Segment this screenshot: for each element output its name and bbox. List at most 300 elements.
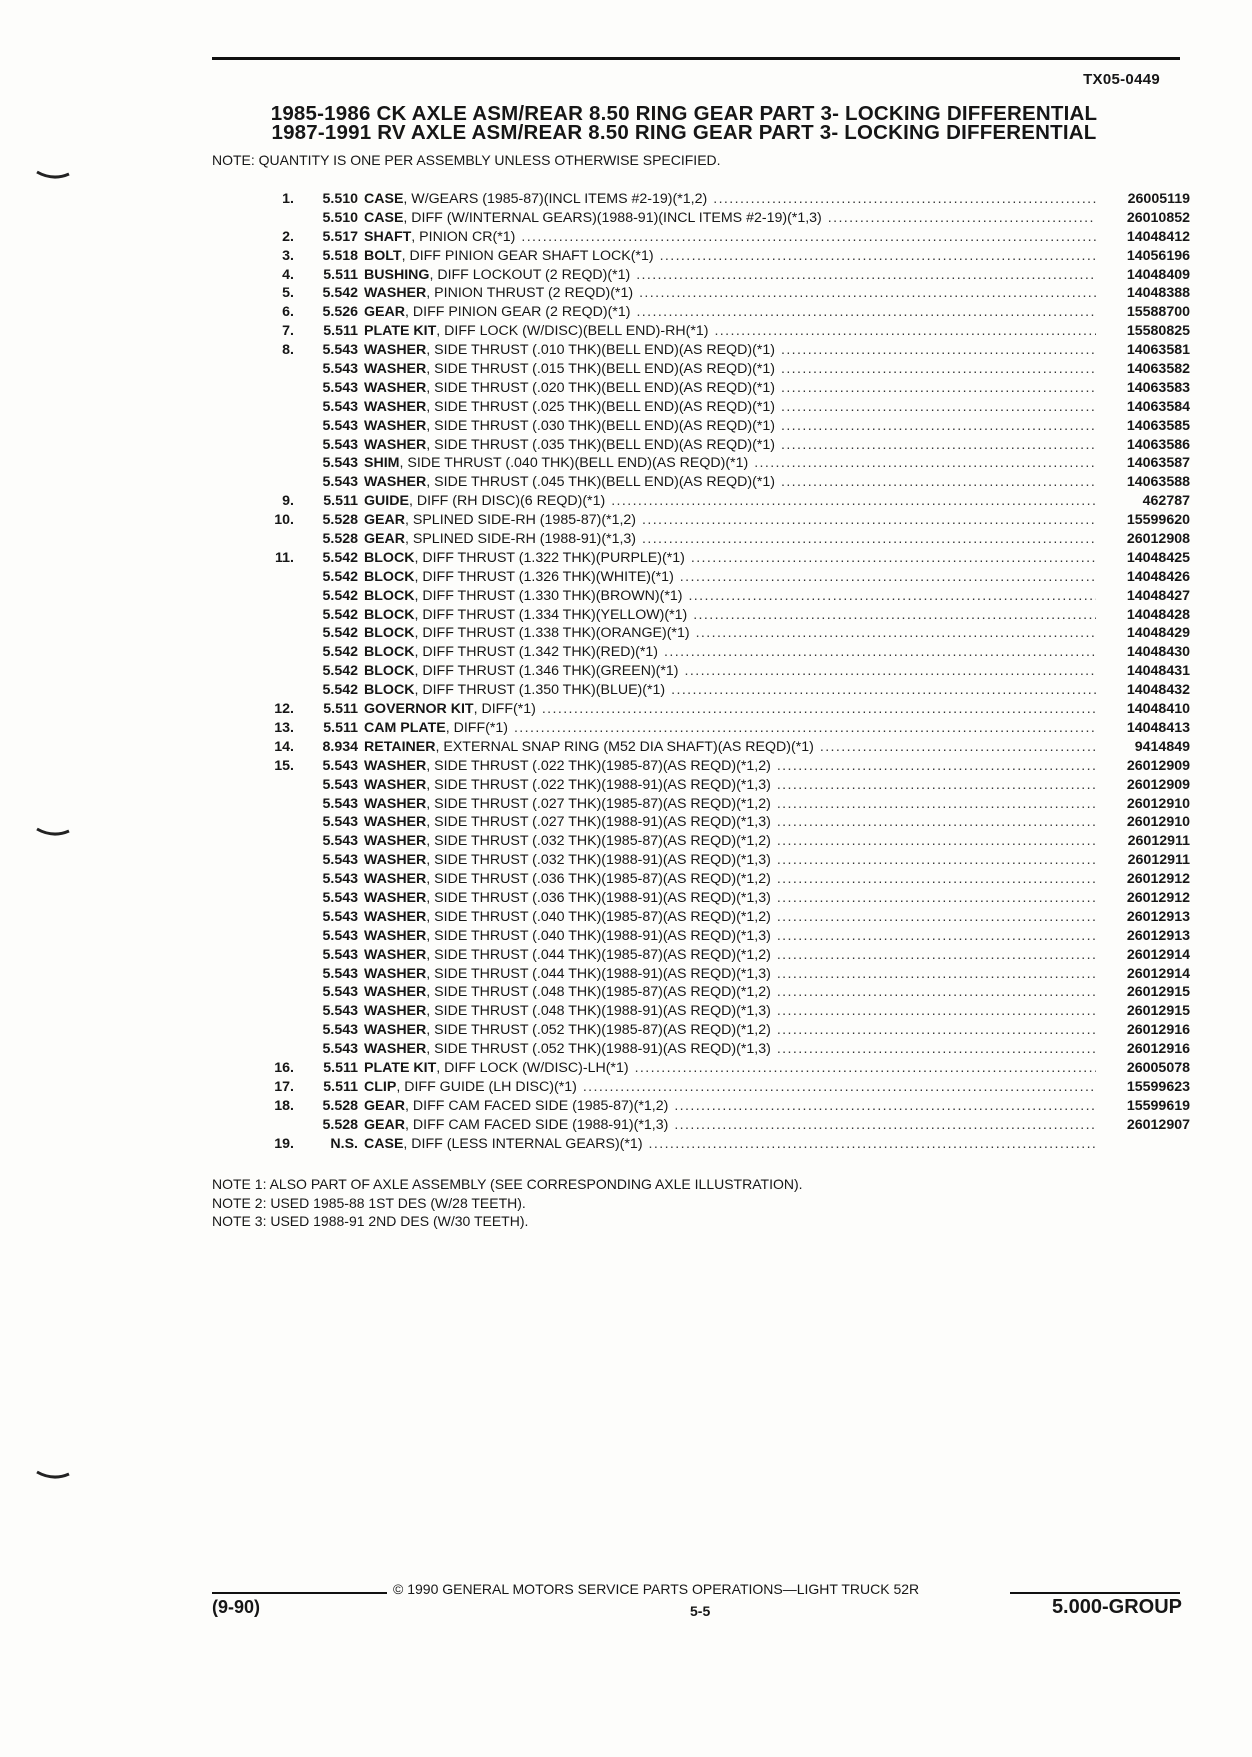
part-description [364, 890, 1106, 906]
part-name: WASHER [364, 474, 427, 491]
part-row [262, 625, 1190, 644]
item-number: 9. [282, 493, 294, 510]
part-description [364, 550, 1106, 566]
part-description [364, 814, 1106, 830]
item-number: 14. [274, 738, 294, 755]
part-name: WASHER [364, 417, 427, 434]
part-description [364, 777, 1106, 793]
catalog-number: 5.543 [322, 1003, 358, 1020]
part-detail: , PINION CR(*1) [411, 228, 516, 245]
document-id: TX05-0449 [1083, 71, 1160, 88]
catalog-number: 5.511 [323, 1059, 358, 1076]
part-description [364, 852, 1106, 868]
part-name: BLOCK [364, 568, 415, 585]
part-row [262, 1098, 1190, 1117]
part-detail: , SIDE THRUST (.044 THK)(1988-91)(AS REQD)(*1,3) [426, 965, 771, 982]
part-detail: , SIDE THRUST (.040 THK)(BELL END)(AS REQD)(*1) [399, 455, 749, 472]
dot-leader [775, 361, 1096, 377]
part-name: WASHER [364, 1041, 427, 1058]
dot-leader [685, 550, 1096, 566]
part-row [262, 588, 1190, 607]
item-number: 17. [274, 1078, 294, 1095]
part-number: 26012916 [1126, 1022, 1190, 1039]
dot-leader [708, 323, 1096, 339]
part-name: WASHER [364, 1022, 427, 1039]
part-detail: , SIDE THRUST (.027 THK)(1988-91)(AS REQD)(*1,3) [426, 814, 771, 831]
catalog-number: 5.542 [322, 549, 358, 566]
catalog-number: 5.543 [322, 889, 358, 906]
dot-leader [658, 644, 1096, 660]
part-description [364, 493, 1106, 509]
part-row [262, 701, 1190, 720]
part-detail: , SIDE THRUST (.027 THK)(1985-87)(AS REQD)(*1,2) [426, 795, 771, 812]
part-name: BLOCK [364, 549, 415, 566]
part-description [364, 248, 1106, 264]
part-name: CASE [364, 1135, 404, 1152]
part-detail: , SIDE THRUST (.025 THK)(BELL END)(AS REQD)(*1) [426, 398, 775, 415]
part-row [262, 248, 1190, 267]
part-name: WASHER [364, 285, 427, 302]
part-description [364, 342, 1106, 358]
part-detail: , SIDE THRUST (.030 THK)(BELL END)(AS REQD)(*1) [426, 417, 775, 434]
part-number: 15599619 [1126, 1097, 1190, 1114]
dot-leader [643, 1136, 1096, 1152]
part-row [262, 796, 1190, 815]
part-row [262, 1136, 1190, 1155]
item-number: 19. [274, 1135, 294, 1152]
part-number: 14048428 [1126, 606, 1190, 623]
part-description [364, 399, 1106, 415]
part-description [364, 1079, 1106, 1095]
catalog-number: 5.543 [322, 946, 358, 963]
dot-leader [636, 531, 1096, 547]
part-description [364, 663, 1106, 679]
part-detail: , SIDE THRUST (.015 THK)(BELL END)(AS REQD)(*1) [426, 361, 775, 378]
catalog-number: 5.543 [322, 984, 358, 1001]
catalog-number: 5.542 [322, 568, 358, 585]
dot-leader [771, 947, 1096, 963]
title-line-2: 1987-1991 RV AXLE ASM/REAR 8.50 RING GEAR PART 3- LOCKING DIFFERENTIAL [271, 121, 1097, 144]
part-description [364, 267, 1106, 283]
part-name: WASHER [364, 436, 427, 453]
part-name: GEAR [364, 512, 405, 529]
part-number: 26012910 [1126, 795, 1190, 812]
part-row [262, 928, 1190, 947]
part-row [262, 1060, 1190, 1079]
part-row [262, 777, 1190, 796]
catalog-number: 5.543 [322, 814, 358, 831]
footer-copyright: © 1990 GENERAL MOTORS SERVICE PARTS OPERATIONS—LIGHT TRUCK 52R [393, 1581, 920, 1597]
part-detail: , DIFF THRUST (1.338 THK)(ORANGE)(*1) [414, 625, 690, 642]
part-detail: , DIFF(*1) [445, 719, 508, 736]
part-name: SHAFT [364, 228, 412, 245]
dot-leader [682, 588, 1096, 604]
part-description [364, 758, 1106, 774]
item-number: 1. [282, 191, 294, 207]
item-number: 5. [282, 285, 294, 302]
part-number: 14056196 [1126, 247, 1190, 264]
catalog-number: 5.543 [322, 455, 358, 472]
part-description [364, 607, 1106, 623]
part-detail: , DIFF CAM FACED SIDE (1985-87)(*1,2) [405, 1097, 669, 1114]
binder-hole-mark [35, 825, 71, 839]
part-number: 26012911 [1127, 833, 1190, 850]
part-row [262, 512, 1190, 531]
part-name: CASE [364, 209, 404, 226]
catalog-number: 5.510 [322, 191, 358, 207]
part-row [262, 644, 1190, 663]
part-description [364, 984, 1106, 1000]
part-description [364, 191, 1106, 207]
part-detail: , SPLINED SIDE-RH (1988-91)(*1,3) [405, 531, 637, 548]
dot-leader [775, 399, 1096, 415]
part-detail: , SIDE THRUST (.044 THK)(1985-87)(AS REQD)(*1,2) [426, 946, 771, 963]
part-row [262, 342, 1190, 361]
binder-hole-mark [35, 168, 71, 182]
dot-leader [771, 890, 1096, 906]
part-name: WASHER [364, 814, 427, 831]
catalog-number: 5.517 [322, 228, 358, 245]
dot-leader [630, 304, 1096, 320]
part-number: 14048432 [1126, 682, 1190, 699]
catalog-number: 5.543 [322, 474, 358, 491]
catalog-number: 5.511 [323, 1078, 358, 1095]
part-number: 14063581 [1126, 342, 1190, 359]
part-name: GEAR [364, 1116, 405, 1133]
dot-leader [771, 1022, 1096, 1038]
part-name: WASHER [364, 776, 427, 793]
part-description [364, 720, 1106, 736]
part-number: 14048388 [1126, 285, 1190, 302]
part-number: 14063584 [1126, 398, 1190, 415]
part-description [364, 229, 1106, 245]
catalog-number: 8.934 [322, 738, 358, 755]
catalog-number: 5.543 [322, 871, 358, 888]
catalog-number: 5.511 [323, 493, 358, 510]
part-number: 14048427 [1126, 587, 1190, 604]
part-name: GEAR [364, 304, 405, 321]
part-description [364, 796, 1106, 812]
catalog-number: 5.543 [322, 852, 358, 869]
part-detail: , SIDE THRUST (.022 THK)(1985-87)(AS REQD)(*1,2) [426, 757, 771, 774]
dot-leader [577, 1079, 1096, 1095]
part-description [364, 418, 1106, 434]
part-row [262, 399, 1190, 418]
part-number: 14048409 [1126, 266, 1190, 283]
dot-leader [690, 625, 1096, 641]
part-number: 14063586 [1126, 436, 1190, 453]
part-number: 14063583 [1126, 379, 1190, 396]
catalog-number: 5.543 [322, 757, 358, 774]
part-row [262, 852, 1190, 871]
part-name: BLOCK [364, 663, 415, 680]
catalog-number: 5.511 [323, 719, 358, 736]
catalog-number: 5.518 [322, 247, 358, 264]
part-row [262, 229, 1190, 248]
part-number: 26012912 [1126, 871, 1190, 888]
part-row [262, 1003, 1190, 1022]
dot-leader [665, 682, 1096, 698]
dot-leader [707, 191, 1096, 207]
dot-leader [771, 1003, 1096, 1019]
part-number: 14048426 [1126, 568, 1190, 585]
part-number: 26012915 [1126, 984, 1190, 1001]
part-number: 26012913 [1126, 908, 1190, 925]
part-detail: , DIFF(*1) [473, 701, 536, 718]
part-description [364, 966, 1106, 982]
catalog-number: 5.542 [322, 682, 358, 699]
part-name: WASHER [364, 342, 427, 359]
parts-list [262, 191, 1190, 1154]
part-number: 15588700 [1126, 304, 1190, 321]
part-description [364, 285, 1106, 301]
item-number: 15. [274, 757, 294, 774]
part-detail: , SIDE THRUST (.040 THK)(1985-87)(AS REQD)(*1,2) [426, 908, 771, 925]
catalog-number: 5.543 [322, 927, 358, 944]
catalog-number: 5.526 [322, 304, 358, 321]
part-number: 26012909 [1126, 776, 1190, 793]
dot-leader [536, 701, 1096, 717]
part-name: WASHER [364, 379, 427, 396]
quantity-note: NOTE: QUANTITY IS ONE PER ASSEMBLY UNLESS OTHERWISE SPECIFIED. [212, 152, 721, 168]
part-row [262, 720, 1190, 739]
part-row [262, 739, 1190, 758]
part-description [364, 474, 1106, 490]
dot-leader [771, 984, 1096, 1000]
item-number: 16. [274, 1059, 294, 1076]
part-name: BLOCK [364, 644, 415, 661]
part-row [262, 267, 1190, 286]
title-line-1: 1985-1986 CK AXLE ASM/REAR 8.50 RING GEAR PART 3- LOCKING DIFFERENTIAL [270, 102, 1098, 125]
item-number: 12. [274, 701, 294, 718]
dot-leader [775, 418, 1096, 434]
item-number: 6. [282, 304, 294, 321]
part-row [262, 361, 1190, 380]
part-row [262, 210, 1190, 229]
title-block [212, 104, 1156, 142]
part-detail: , SIDE THRUST (.048 THK)(1988-91)(AS REQD)(*1,3) [426, 1003, 771, 1020]
part-name: CAM PLATE [364, 719, 446, 736]
part-name: PLATE KIT [364, 1059, 437, 1076]
part-name: BLOCK [364, 625, 415, 642]
part-number: 14063588 [1126, 474, 1190, 491]
part-row [262, 285, 1190, 304]
part-row [262, 569, 1190, 588]
item-number: 8. [282, 342, 294, 359]
item-number: 7. [282, 323, 294, 340]
part-name: WASHER [364, 984, 427, 1001]
footer-rule-left [212, 1592, 387, 1594]
catalog-number: 5.528 [322, 1116, 358, 1133]
part-detail: , DIFF THRUST (1.322 THK)(PURPLE)(*1) [414, 549, 685, 566]
part-name: GEAR [364, 1097, 405, 1114]
part-number: 26012914 [1126, 946, 1190, 963]
part-number: 14048425 [1126, 549, 1190, 566]
part-detail: , SIDE THRUST (.020 THK)(BELL END)(AS REQD)(*1) [426, 379, 775, 396]
part-row [262, 531, 1190, 550]
catalog-number: 5.543 [322, 776, 358, 793]
part-number: 26012910 [1126, 814, 1190, 831]
top-rule [212, 57, 1180, 60]
part-detail: , EXTERNAL SNAP RING (M52 DIA SHAFT)(AS REQD)(*1) [435, 738, 814, 755]
part-description [364, 909, 1106, 925]
part-description [364, 625, 1106, 641]
dot-leader [775, 380, 1096, 396]
dot-leader [679, 663, 1096, 679]
part-description [364, 531, 1106, 547]
part-number: 15580825 [1126, 323, 1190, 340]
part-description [364, 455, 1106, 471]
part-detail: , SIDE THRUST (.032 THK)(1988-91)(AS REQD)(*1,3) [426, 852, 771, 869]
part-detail: , SIDE THRUST (.045 THK)(BELL END)(AS REQD)(*1) [426, 474, 775, 491]
part-name: BLOCK [364, 606, 415, 623]
part-row [262, 191, 1190, 210]
part-number: 14048410 [1126, 701, 1190, 718]
dot-leader [668, 1117, 1096, 1133]
part-row [262, 984, 1190, 1003]
part-description [364, 1117, 1106, 1133]
page-number: 5-5 [690, 1603, 711, 1619]
part-number: 26012912 [1126, 889, 1190, 906]
item-number: 2. [282, 228, 294, 245]
dot-leader [775, 437, 1096, 453]
part-description [364, 323, 1106, 339]
dot-leader [771, 758, 1096, 774]
part-name: WASHER [364, 927, 427, 944]
item-number: 13. [274, 719, 294, 736]
catalog-number: 5.542 [322, 587, 358, 604]
catalog-number: 5.542 [322, 644, 358, 661]
binder-hole-mark [35, 1468, 71, 1482]
part-detail: , DIFF THRUST (1.342 THK)(RED)(*1) [414, 644, 659, 661]
part-number: 14048431 [1126, 663, 1190, 680]
dot-leader [674, 569, 1096, 585]
dot-leader [814, 739, 1096, 755]
part-name: WASHER [364, 965, 427, 982]
dot-leader [508, 720, 1096, 736]
part-number: 14048430 [1126, 644, 1190, 661]
catalog-number: 5.543 [322, 908, 358, 925]
part-row [262, 1079, 1190, 1098]
part-row [262, 966, 1190, 985]
catalog-number: 5.542 [322, 663, 358, 680]
item-number: 11. [275, 549, 294, 566]
part-number: 26012913 [1126, 927, 1190, 944]
part-name: GOVERNOR KIT [364, 701, 474, 718]
part-row [262, 474, 1190, 493]
part-row [262, 304, 1190, 323]
part-detail: , SIDE THRUST (.048 THK)(1985-87)(AS REQD)(*1,2) [426, 984, 771, 1001]
part-row [262, 418, 1190, 437]
part-row [262, 682, 1190, 701]
part-description [364, 380, 1106, 396]
footer-date: (9-90) [212, 1597, 261, 1617]
part-detail: , DIFF (RH DISC)(6 REQD)(*1) [408, 493, 606, 510]
part-description [364, 682, 1106, 698]
part-name: BLOCK [364, 682, 415, 699]
dot-leader [771, 833, 1096, 849]
part-detail: , PINION THRUST (2 REQD)(*1) [426, 285, 634, 302]
part-name: SHIM [364, 455, 400, 472]
group-label: 5.000-GROUP [1051, 1596, 1182, 1618]
part-number: 26010852 [1126, 209, 1190, 226]
part-description [364, 701, 1106, 717]
part-description [364, 588, 1106, 604]
dot-leader [771, 777, 1096, 793]
catalog-number: 5.543 [322, 1041, 358, 1058]
dot-leader [515, 229, 1096, 245]
part-name: BLOCK [364, 587, 415, 604]
part-description [364, 1136, 1106, 1152]
part-row [262, 1117, 1190, 1136]
part-detail: , DIFF THRUST (1.350 THK)(BLUE)(*1) [414, 682, 666, 699]
part-detail: , DIFF THRUST (1.330 THK)(BROWN)(*1) [414, 587, 683, 604]
catalog-number: 5.543 [322, 1022, 358, 1039]
part-number: 26012916 [1126, 1041, 1190, 1058]
part-row [262, 550, 1190, 569]
part-detail: , DIFF LOCK (W/DISC)(BELL END)-RH(*1) [436, 323, 709, 340]
part-row [262, 323, 1190, 342]
item-number: 18. [274, 1097, 294, 1114]
part-description [364, 304, 1106, 320]
part-detail: , SIDE THRUST (.035 THK)(BELL END)(AS REQD)(*1) [426, 436, 775, 453]
part-number: 14048429 [1126, 625, 1190, 642]
dot-leader [771, 909, 1096, 925]
dot-leader [668, 1098, 1096, 1114]
part-number: 26012911 [1127, 852, 1190, 869]
dot-leader [775, 474, 1096, 490]
footnote-1: NOTE 1: ALSO PART OF AXLE ASSEMBLY (SEE CORRESPONDING AXLE ILLUSTRATION). [212, 1176, 803, 1192]
catalog-number: 5.543 [322, 361, 358, 378]
part-number: 14063587 [1126, 455, 1190, 472]
part-number: 26012909 [1126, 757, 1190, 774]
part-name: BUSHING [364, 266, 430, 283]
part-description [364, 210, 1106, 226]
part-detail: , DIFF THRUST (1.334 THK)(YELLOW)(*1) [414, 606, 688, 623]
dot-leader [771, 814, 1096, 830]
part-name: WASHER [364, 1003, 427, 1020]
catalog-number: 5.543 [322, 398, 358, 415]
part-number: 14048413 [1126, 719, 1190, 736]
part-name: WASHER [364, 361, 427, 378]
part-number: 26012908 [1126, 531, 1190, 548]
part-number: 9414849 [1134, 738, 1190, 755]
part-detail: , DIFF PINION GEAR SHAFT LOCK(*1) [401, 247, 654, 264]
catalog-number: 5.528 [322, 531, 358, 548]
part-name: WASHER [364, 833, 427, 850]
catalog-number: 5.543 [322, 795, 358, 812]
part-detail: , SIDE THRUST (.040 THK)(1988-91)(AS REQD)(*1,3) [426, 927, 771, 944]
dot-leader [771, 928, 1096, 944]
part-number: 26012914 [1126, 965, 1190, 982]
part-description [364, 947, 1106, 963]
part-row [262, 663, 1190, 682]
dot-leader [771, 852, 1096, 868]
dot-leader [771, 796, 1096, 812]
part-name: WASHER [364, 795, 427, 812]
part-description [364, 1022, 1106, 1038]
part-name: CLIP [364, 1078, 397, 1095]
catalog-number: 5.528 [322, 512, 358, 529]
part-detail: , DIFF (LESS INTERNAL GEARS)(*1) [403, 1135, 643, 1152]
part-detail: , DIFF LOCKOUT (2 REQD)(*1) [429, 266, 631, 283]
part-detail: , SIDE THRUST (.010 THK)(BELL END)(AS REQD)(*1) [426, 342, 775, 359]
part-row [262, 1022, 1190, 1041]
part-detail: , DIFF THRUST (1.326 THK)(WHITE)(*1) [414, 568, 674, 585]
item-number: 10. [274, 512, 294, 529]
part-detail: , DIFF CAM FACED SIDE (1988-91)(*1,3) [405, 1116, 669, 1133]
footnote-2: NOTE 2: USED 1985-88 1ST DES (W/28 TEETH). [212, 1194, 526, 1211]
